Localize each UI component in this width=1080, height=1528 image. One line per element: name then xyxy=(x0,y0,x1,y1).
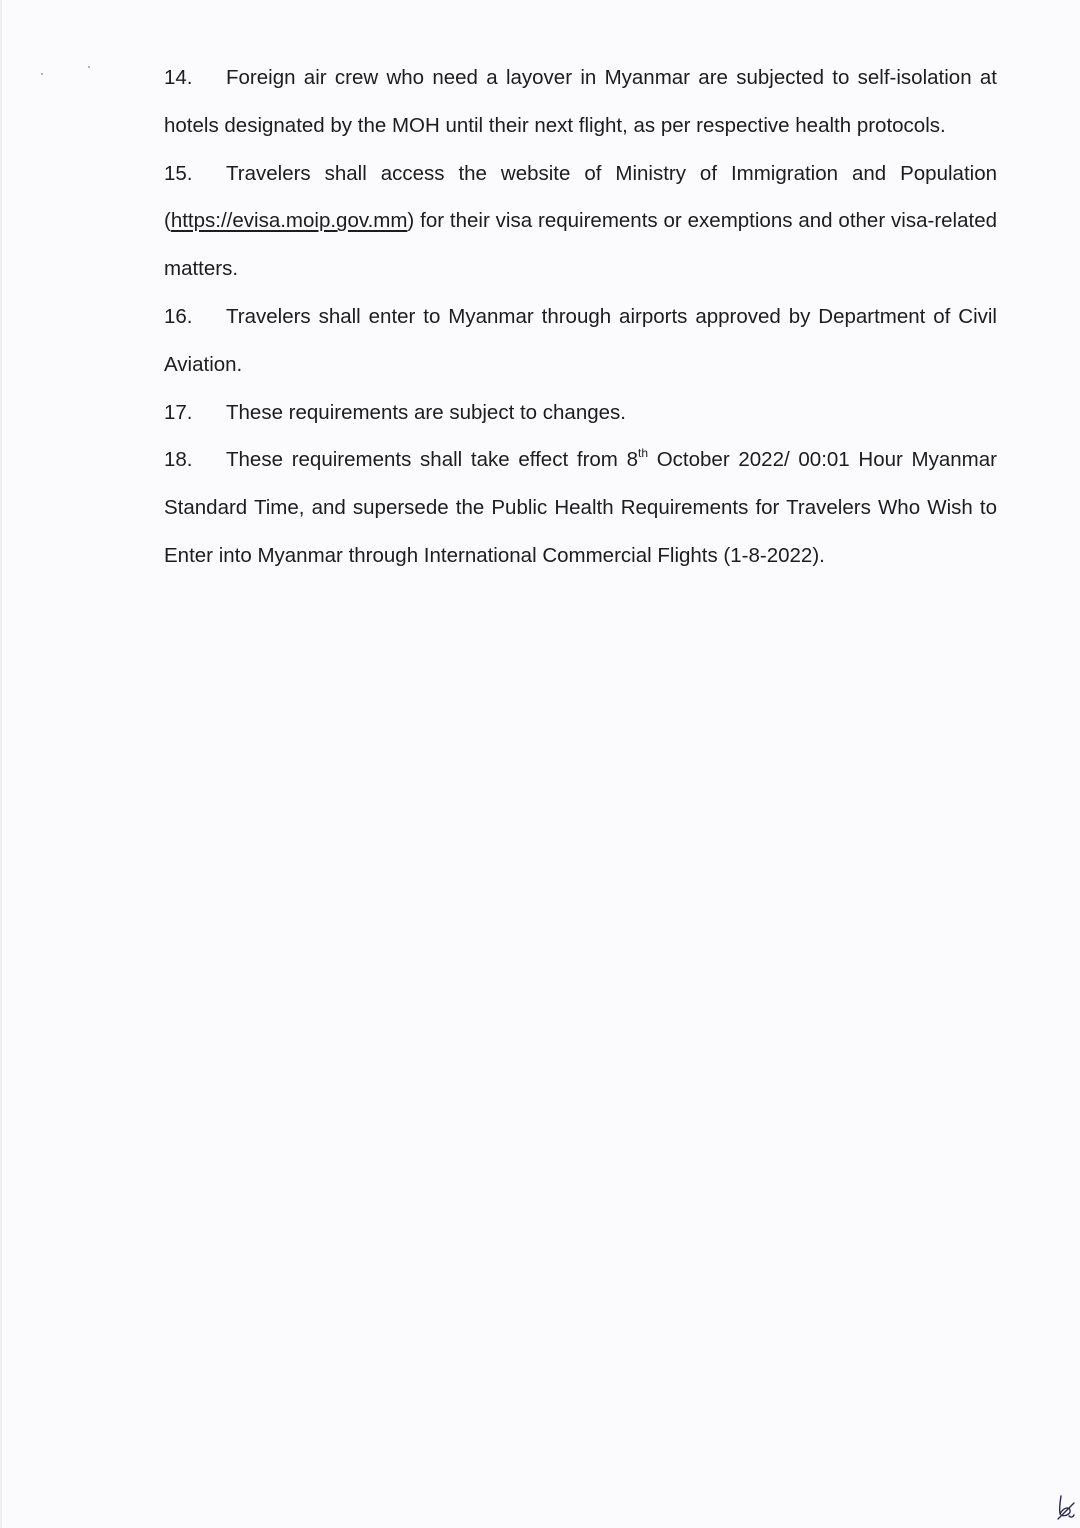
handwritten-initials-icon xyxy=(1055,1494,1077,1522)
paragraph-18 xyxy=(164,436,997,579)
paragraph-text: Foreign air crew who need a layover in Myanmar are subjected to self-isolation at hotels designated by the MOH until their next flight, as per respective health protocols. xyxy=(164,66,997,137)
paragraph-number: 18. xyxy=(164,448,193,472)
paragraph-text-cont: October 2022/ 00:01 Hour Myanmar Standard Time, and supersede the Public Health Requirements for Travelers Who Wish to Enter into Myanmar through International Commercial Flights (1-8-2022). xyxy=(164,448,997,567)
paragraph-text: These requirements are subject to changes. xyxy=(226,400,626,424)
evisa-link[interactable]: https://evisa.moip.gov.mm xyxy=(170,209,408,233)
paragraph-17 xyxy=(164,389,997,437)
paragraph-16 xyxy=(164,293,997,389)
paragraph-14 xyxy=(164,54,997,150)
paragraph-number: 15. xyxy=(164,161,193,185)
paragraph-number: 14. xyxy=(164,66,193,89)
paragraph-number: 16. xyxy=(164,304,193,328)
document-body xyxy=(164,54,997,580)
scan-speck xyxy=(41,73,43,75)
page-edge xyxy=(0,0,2,1528)
paragraph-text: These requirements shall take effect from 8 xyxy=(226,448,638,472)
paragraph-15 xyxy=(164,150,997,293)
paragraph-number: 17. xyxy=(164,400,193,424)
paragraph-text: Travelers shall access the website of Ministry of Immigration and Population ( xyxy=(164,161,997,233)
scan-speck xyxy=(88,66,90,68)
paragraph-text-cont: ) for their visa requirements or exemptions and other visa-related matters. xyxy=(164,209,997,281)
ordinal-superscript: th xyxy=(638,446,649,461)
paragraph-text: Travelers shall enter to Myanmar through airports approved by Department of Civil Aviation. xyxy=(164,304,997,376)
